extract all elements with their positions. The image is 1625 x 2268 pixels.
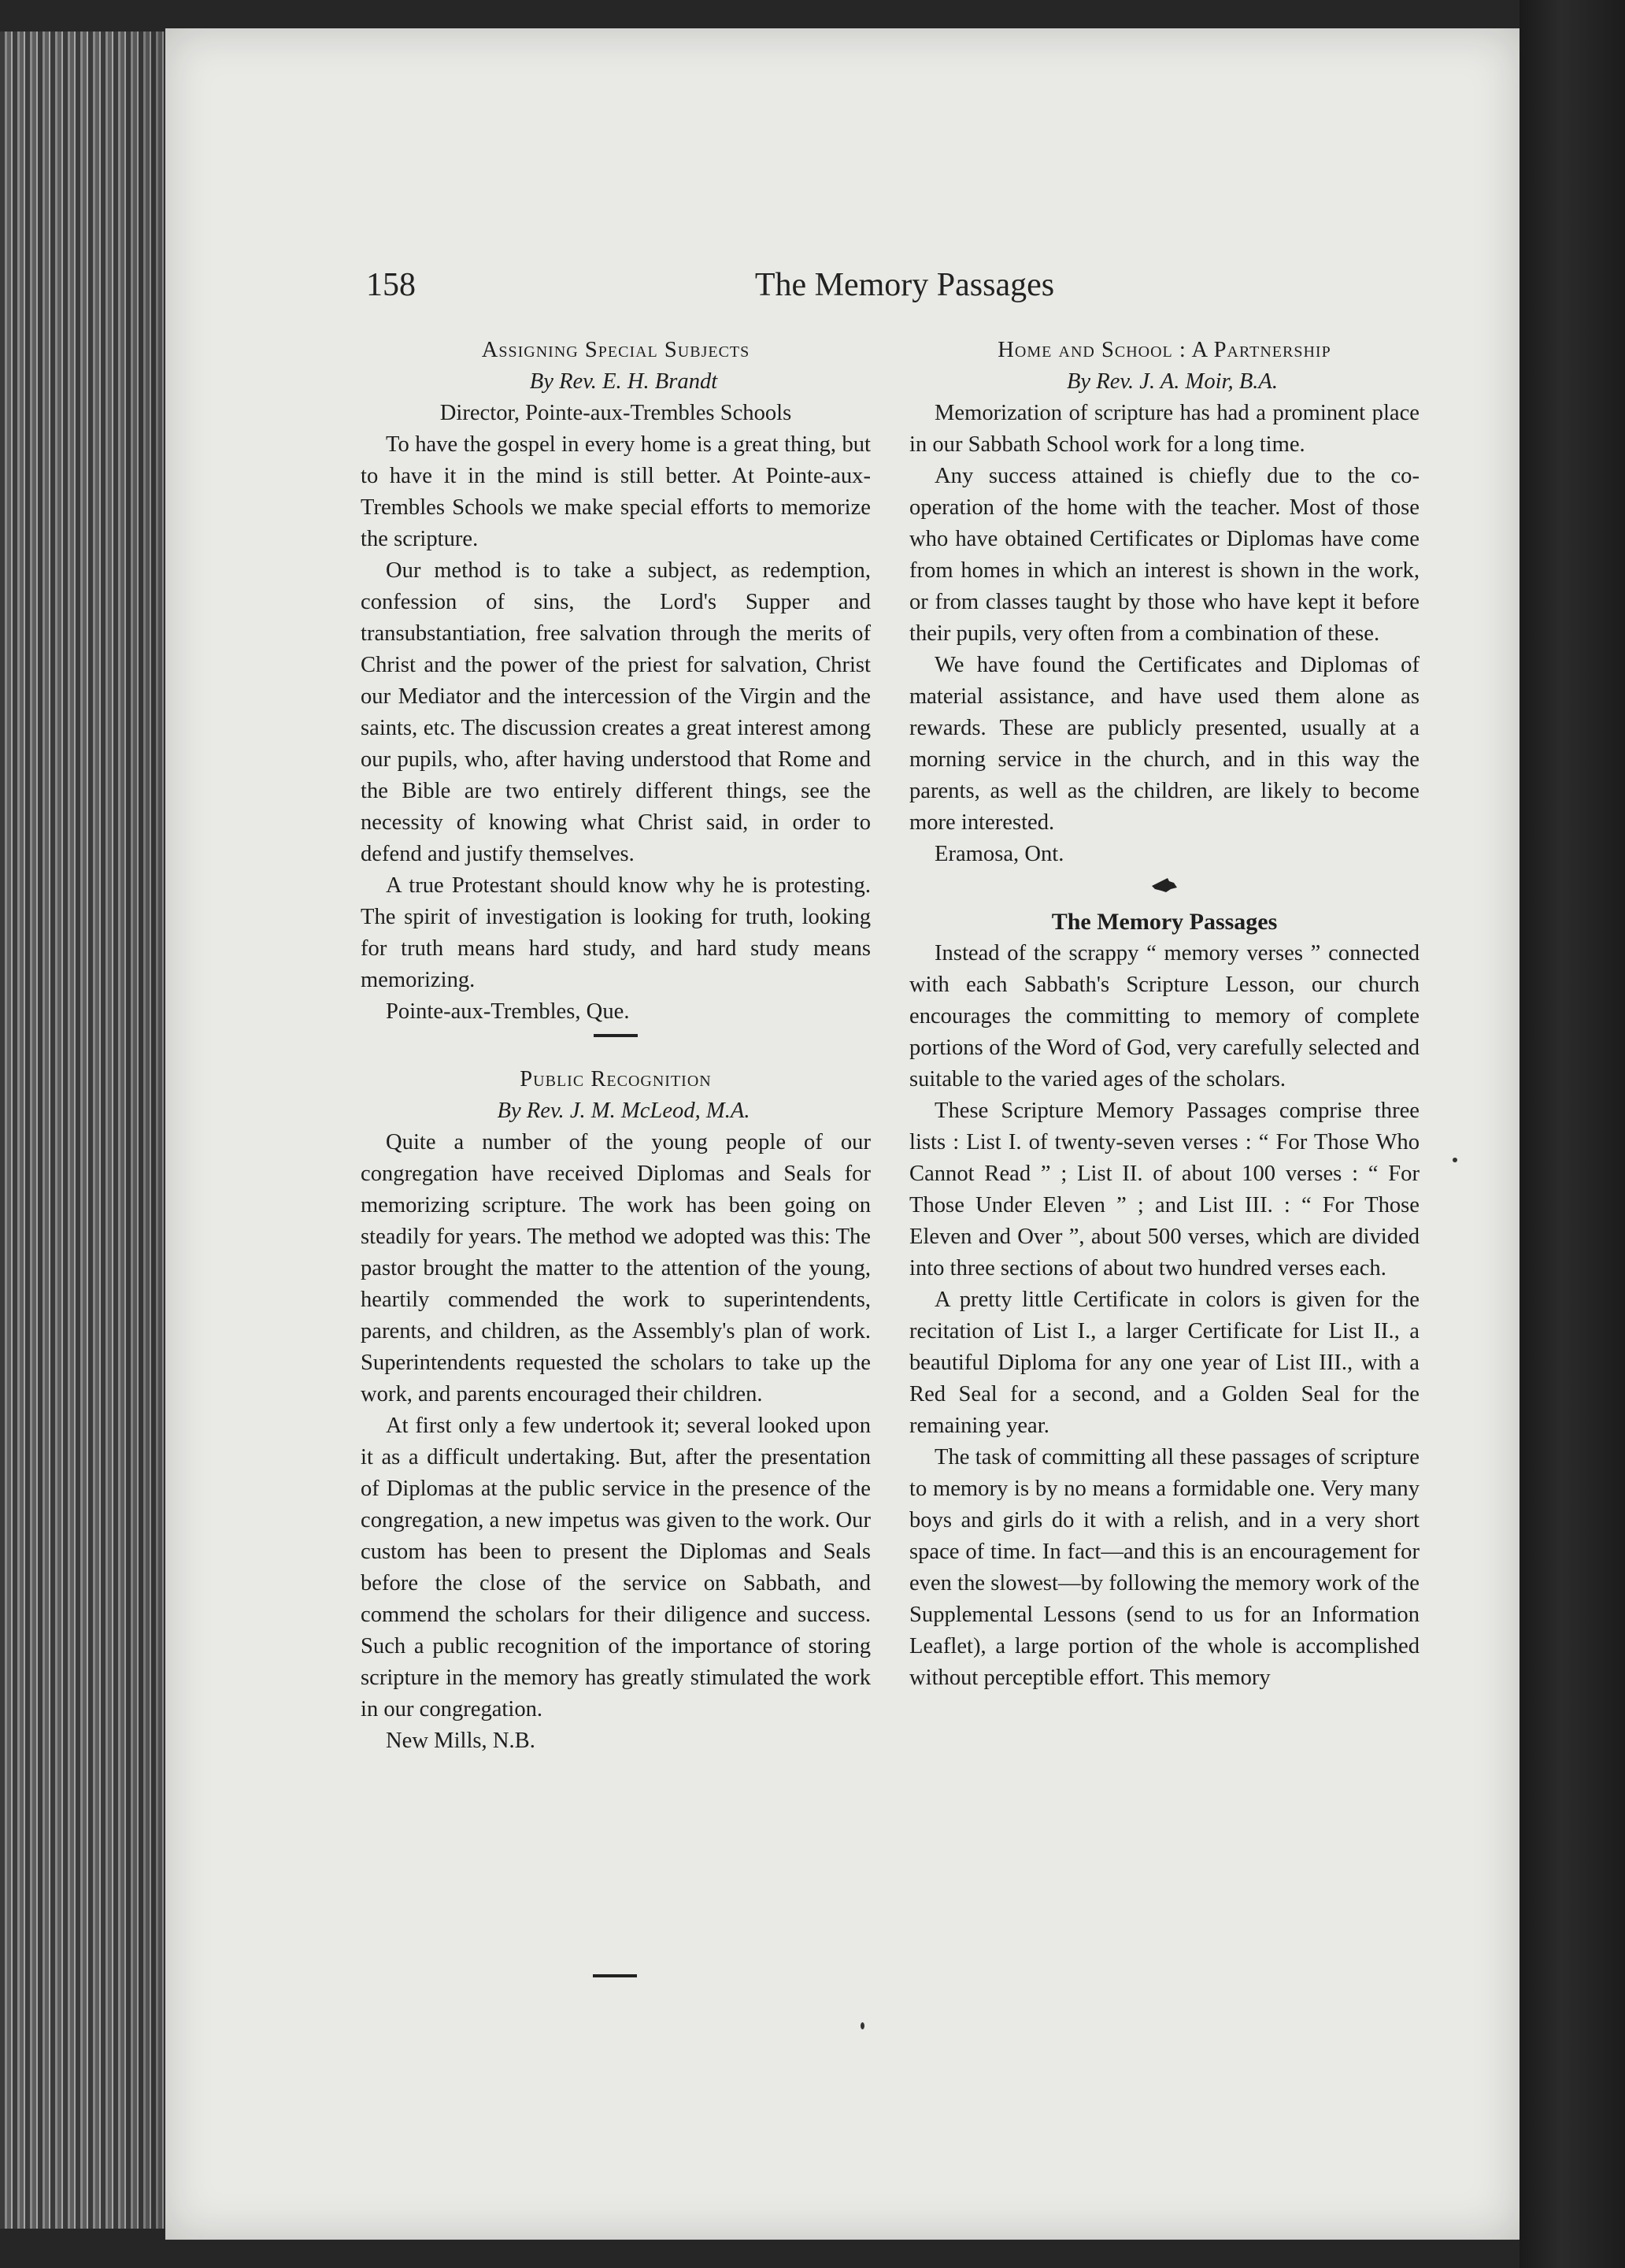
author-title: Director, Pointe-aux-Trembles Schools bbox=[439, 401, 792, 425]
book-page-edges bbox=[0, 32, 181, 2229]
section-title: Public Recognition bbox=[520, 1067, 712, 1091]
ink-speck bbox=[861, 2022, 864, 2029]
section-divider bbox=[594, 1034, 638, 1037]
paragraph: These Scripture Memory Passages comprise three lists : List I. of twenty-seven verses : “ For Those Who Cannot Read ” ; List II. of about 100 verses : “ For Those Under Eleven ” ; and List III. : “ For Those Eleven and Over ”, about 500 verses, which are divided into three sections of about two hundred verses each. bbox=[909, 1099, 1420, 1280]
place-line: Pointe-aux-Trembles, Que. bbox=[386, 999, 630, 1024]
page-header bbox=[366, 266, 1443, 313]
place-line: Eramosa, Ont. bbox=[935, 842, 1064, 866]
section-title: Home and School : A Partnership bbox=[998, 338, 1331, 362]
ink-speck bbox=[1453, 1158, 1457, 1162]
paragraph: To have the gospel in every home is a great thing, but to have it in the mind is still better. At Pointe-aux-Trembles Schools we make special efforts to memorize the scripture. bbox=[361, 432, 871, 551]
paragraph: Memorization of scripture has had a prominent place in our Sabbath School work for a long time. bbox=[909, 401, 1420, 457]
page-number: 158 bbox=[366, 267, 416, 303]
section-title: The Memory Passages bbox=[1051, 909, 1278, 935]
paragraph: At first only a few undertook it; several looked upon it as a difficult undertaking. But, after the presentation of Diplomas at the public service in the presence of the congregation, a new impetus was given to the work. Our custom has been to present the Diplomas and Seals before the close of the service on Sabbath, and commend the scholars for their diligence and success. Such a public recognition of the importance of storing scripture in the memory has greatly stimulated the work in our congregation. bbox=[361, 1414, 871, 1721]
byline: By Rev. J. A. Moir, B.A. bbox=[1066, 369, 1279, 394]
byline: By Rev. E. H. Brandt bbox=[529, 369, 718, 394]
paragraph: A pretty little Certificate in colors is given for the recitation of List I., a larger Certificate for List II., a beautiful Diploma for any one year of List III., with a Red Seal for a second, and a Golden Seal for the remaining year. bbox=[909, 1288, 1420, 1438]
paragraph: Instead of the scrappy “ memory verses ” connected with each Sabbath's Scripture Lesson, our church encourages the committing to memory of complete portions of the Word of God, very carefully selected and suitable to the varied ages of the scholars. bbox=[909, 941, 1420, 1091]
end-divider bbox=[593, 1974, 637, 1977]
paragraph: A true Protestant should know why he is protesting. The spirit of investigation is looking for truth, looking for truth means hard study, and hard study means memorizing. bbox=[361, 873, 871, 992]
book-gutter bbox=[1520, 0, 1625, 2268]
left-column bbox=[361, 335, 871, 1757]
right-column bbox=[909, 335, 1420, 1694]
paragraph: Quite a number of the young people of our congregation have received Diplomas and Seals for memorizing scripture. The work has been going on steadily for years. The method we adopted was this: The pastor brought the matter to the attention of the young, heartily commended the work to superintendents, parents, and children, as the Assembly's plan of work. Superintendents requested the scholars to take up the work, and parents encouraged their children. bbox=[361, 1130, 871, 1406]
paragraph: We have found the Certificates and Diplomas of material assistance, and have used them alone as rewards. These are publicly presented, usually at a morning service in the church, and in this way the parents, as well as the children, are likely to become more interested. bbox=[909, 653, 1420, 835]
paragraph: The task of committing all these passages of scripture to memory is by no means a formidable one. Very many boys and girls do it with a relish, and in a very short space of time. In fact—and this is an encouragement for even the slowest—by following the memory work of the Supplemental Lessons (send to us for an Information Leaflet), a large portion of the whole is accomplished without perceptible effort. This memory bbox=[909, 1445, 1420, 1690]
place-line: New Mills, N.B. bbox=[386, 1729, 535, 1753]
running-head: The Memory Passages bbox=[754, 267, 1055, 303]
byline: By Rev. J. M. McLeod, M.A. bbox=[497, 1099, 750, 1123]
paragraph: Any success attained is chiefly due to the co-operation of the home with the teacher. Most of those who have obtained Certificates or Diplomas have come from homes in which an interest is shown in the work, or from classes taught by those who have kept it before their pupils, very often from a combination of these. bbox=[909, 464, 1420, 646]
hand-ornament-icon bbox=[909, 873, 1420, 905]
section-title: Assigning Special Subjects bbox=[481, 338, 750, 362]
paragraph: Our method is to take a subject, as redemption, confession of sins, the Lord's Supper and transubstantiation, free salvation through the merits of Christ and the power of the priest for salvation, Christ our Mediator and the intercession of the Virgin and the saints, etc. The discussion creates a great interest among our pupils, who, after having understood that Rome and the Bible are two entirely different things, see the necessity of knowing what Christ said, in order to defend and justify themselves. bbox=[361, 558, 871, 866]
